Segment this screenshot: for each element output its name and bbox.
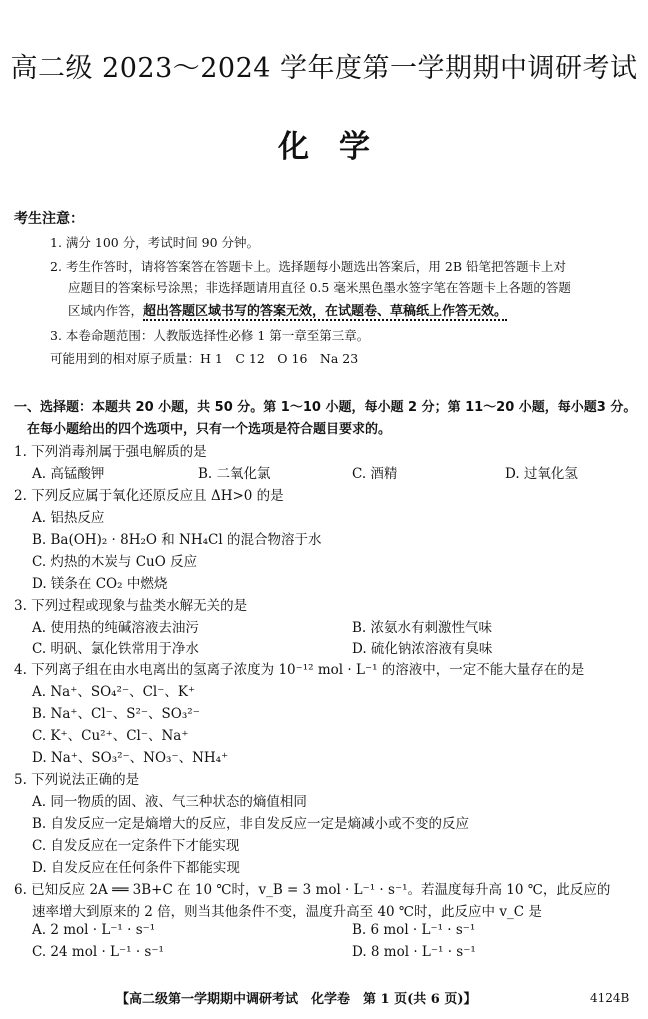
question-4-option-c: C. K⁺、Cu²⁺、Cl⁻、Na⁺ [32, 728, 189, 744]
question-6-option-c: C. 24 mol · L⁻¹ · s⁻¹ [32, 944, 164, 960]
question-2-option-d: D. 镁条在 CO₂ 中燃烧 [32, 576, 168, 592]
question-3-option-c: C. 明矾、氯化铁常用于净水 [32, 641, 199, 657]
notice-heading: 考生注意： [14, 211, 84, 227]
question-5-option-b: B. 自发反应一定是熵增大的反应，非自发反应一定是熵减小或不变的反应 [32, 816, 470, 832]
subject-title: 化学 [278, 129, 400, 165]
question-3-stem: 3. 下列过程或现象与盐类水解无关的是 [14, 598, 248, 614]
question-6-option-b: B. 6 mol · L⁻¹ · s⁻¹ [352, 922, 476, 938]
question-2-option-b: B. Ba(OH)₂ · 8H₂O 和 NH₄Cl 的混合物溶于水 [32, 532, 322, 548]
question-4-option-d: D. Na⁺、SO₃²⁻、NO₃⁻、NH₄⁺ [32, 750, 229, 766]
question-2-stem: 2. 下列反应属于氧化还原反应且 ΔH>0 的是 [14, 488, 284, 504]
question-5-stem: 5. 下列说法正确的是 [14, 772, 140, 788]
question-3-option-d: D. 硫化钠浓溶液有臭味 [352, 641, 493, 657]
section-heading: 一、选择题：本题共 20 小题，共 50 分。第 1～10 小题，每小题 2 分；第 11～20 小题，每小题3 分。 [14, 400, 637, 415]
question-5-option-a: A. 同一物质的固、液、气三种状态的熵值相同 [32, 794, 307, 810]
question-1-option-c: C. 酒精 [352, 466, 398, 482]
question-4-stem: 4. 下列离子组在由水电离出的氢离子浓度为 10⁻¹² mol · L⁻¹ 的溶液中，一定不能大量存在的是 [14, 662, 585, 678]
question-1-option-a: A. 高锰酸钾 [32, 466, 105, 482]
notice-item-1: 1. 满分 100 分，考试时间 90 分钟。 [50, 235, 260, 250]
notice-item-2-cont2 [68, 300, 648, 322]
exam-code: 4124B [590, 991, 630, 1005]
question-3-option-b: B. 浓氨水有刺激性气味 [352, 620, 493, 636]
question-6-option-d: D. 8 mol · L⁻¹ · s⁻¹ [352, 944, 476, 960]
section-subheading: 在每小题给出的四个选项中，只有一个选项是符合题目要求的。 [14, 422, 392, 437]
page-footer: 【高二级第一学期期中调研考试 化学卷 第 1 页(共 6 页)】 [116, 992, 477, 1007]
notice-item-2: 2. 考生作答时，请将答案答在答题卡上。选择题每小题选出答案后，用 2B 铅笔把答题卡上对 [50, 259, 566, 274]
notice-item-2-cont: 应题目的答案标号涂黑；非选择题请用直径 0.5 毫米黑色墨水签字笔在答题卡上各题的答题 [68, 280, 571, 295]
question-1-option-d: D. 过氧化氢 [505, 466, 578, 482]
question-5-option-d: D. 自发反应在任何条件下都能实现 [32, 860, 240, 876]
question-6-option-a: A. 2 mol · L⁻¹ · s⁻¹ [32, 922, 156, 938]
exam-title: 高二级 2023～2024 学年度第一学期期中调研考试 [10, 53, 638, 84]
atomic-mass-note: 可能用到的相对原子质量：H 1 C 12 O 16 Na 23 [50, 351, 359, 366]
question-6-stem-cont: 速率增大到原来的 2 倍，则当其他条件不变，温度升高至 40 ℃时，此反应中 v_C 是 [32, 904, 542, 920]
question-2-option-a: A. 铝热反应 [32, 510, 105, 526]
question-3-option-a: A. 使用热的纯碱溶液去油污 [32, 620, 199, 636]
question-5-option-c: C. 自发反应在一定条件下才能实现 [32, 838, 240, 854]
notice-item-3: 3. 本卷命题范围：人教版选择性必修 1 第一章至第三章。 [50, 328, 370, 343]
question-2-option-c: C. 灼热的木炭与 CuO 反应 [32, 554, 198, 570]
question-1-option-b: B. 二氧化氯 [198, 466, 271, 482]
question-4-option-a: A. Na⁺、SO₄²⁻、Cl⁻、K⁺ [32, 684, 196, 700]
notice-emphasis: 超出答题区域书写的答案无效，在试题卷、草稿纸上作答无效。 [143, 304, 508, 319]
question-6-stem: 6. 已知反应 2A ══ 3B+C 在 10 ℃时，v_B = 3 mol · L⁻¹ · s⁻¹。若温度每升高 10 ℃，此反应的 [14, 882, 611, 898]
question-1-stem: 1. 下列消毒剂属于强电解质的是 [14, 444, 207, 460]
question-4-option-b: B. Na⁺、Cl⁻、S²⁻、SO₃²⁻ [32, 706, 200, 722]
notice-item-2-tail: 区域内作答， [68, 303, 144, 318]
